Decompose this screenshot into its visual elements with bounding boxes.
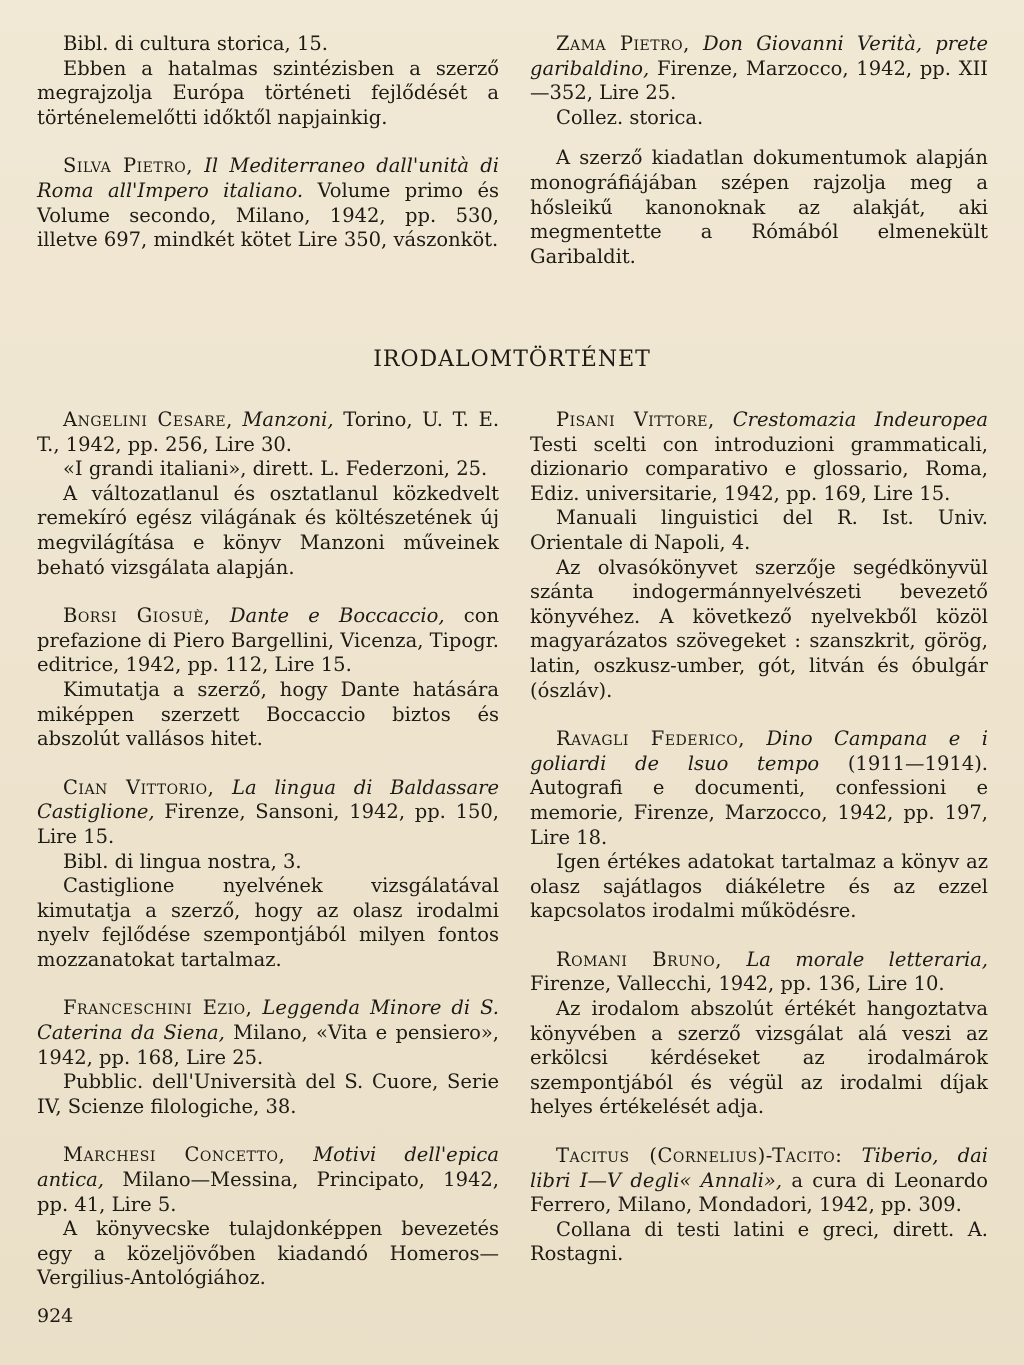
entry-author: Ravagli Federico, [556, 727, 745, 751]
entry-title: Il Mediterraneo dall'unità di Roma all'Impero italiano. [37, 154, 499, 202]
section-heading: IRODALOMTÖRTÉNET [373, 347, 651, 372]
entry-title: Manzoni, [242, 408, 334, 431]
entry-title: Motivi dell'epica antica, [37, 1143, 499, 1192]
top-right-column [530, 32, 988, 269]
bibliography-entry-angelini [37, 408, 499, 457]
entry-author: Cian Vittorio, [63, 775, 215, 799]
entry-description: Kimutatja a szerző, hogy Dante hatására miképpen szerzett Boccaccio biztos és abszolút vallásos hitet. [37, 677, 499, 751]
entry-author: Tacitus (Cornelius)-Tacito: [556, 1144, 843, 1168]
entry-author: Zama Pietro, [556, 32, 690, 55]
series-note: Pubblic. dell'Università del S. Cuore, Serie IV, Scienze filologiche, 38. [37, 1070, 499, 1118]
entry-description: A könyvecske tulajdonképpen bevezetés egy a közeljövőben kiadandó Homeros—Vergilius-Antológiához. [37, 1217, 499, 1290]
entry-author: Borsi Giosuè, [63, 604, 211, 628]
bibliography-entry-ravagli [530, 727, 988, 850]
entry-publication: Milano, «Vita e pensiero», 1942, pp. 168, Lire 25. [37, 1021, 499, 1069]
entry-description: Igen értékes adatokat tartalmaz a könyv az olasz sajátlagos diákéletre és az ezzel kapcsolatos irodalmi működésre. [530, 850, 988, 923]
entry-publication: Volume primo és Volume secondo, Milano, 1942, pp. 530, illetve 697, mindkét kötet Lire 350, vászonköt. [37, 178, 499, 252]
entry-description: Castiglione nyelvének vizsgálatával kimutatja a szerző, hogy az olasz irodalmi nyelv fejlődése szempontjából milyen fontos mozzanatokat tartalmaz. [37, 874, 499, 971]
entry-publication: Firenze, Vallecchi, 1942, pp. 136, Lire 10. [530, 972, 945, 996]
entry-publication: Torino, U. T. E. T., 1942, pp. 256, Lire 30. [37, 408, 500, 456]
entry-description: A változatlanul és osztatlanul közkedvelt remekíró egész világának és költészetének új megvilágítása e könyv Manzoni műveinek beható vizsgálata alapján. [37, 481, 499, 579]
bibliography-entry-tacitus [530, 1144, 988, 1218]
series-note: Collez. storica. [556, 105, 704, 129]
entry-title: La morale letteraria, [746, 947, 989, 971]
entry-publication: Testi scelti con introduzioni grammaticali, dizionario comparativo e glossario, Roma, Ediz. universitarie, 1942, pp. 169, Lire 15. [530, 432, 988, 505]
entry-publication: Firenze, Sansoni, 1942, pp. 150, Lire 15. [37, 800, 499, 848]
entry-description: Ebben a hatalmas szintézisben a szerző megrajzolja Európa történeti fejlődését a történelemelőtti időktől napjainkig. [37, 56, 499, 129]
entry-author: Romani Bruno, [556, 947, 722, 971]
entry-publication: Firenze, Marzocco, 1942, pp. XII—352, Lire 25. [530, 56, 988, 105]
series-note: «I grandi italiani», dirett. L. Federzoni, 25. [63, 457, 488, 481]
entry-title: Leggenda Minore di S. Caterina da Siena, [37, 996, 499, 1045]
bibliography-entry-pisani [530, 408, 988, 506]
series-note: Bibl. di cultura storica, 15. [63, 32, 328, 55]
bottom-left-column [37, 408, 499, 1291]
series-note: Manuali linguistici del R. Ist. Univ. Orientale di Napoli, 4. [530, 506, 988, 554]
entry-author: Marchesi Concetto, [63, 1143, 286, 1167]
entry-description: A szerző kiadatlan dokumentumok alapján monográfiájában szépen rajzolja meg a hősleikű kanonoknak az alakját, aki megmentette a Rómából elmenekült Garibaldit. [530, 146, 988, 268]
bibliography-entry-zama [530, 32, 988, 106]
entry-title: Don Giovanni Verità, prete garibaldino, [530, 32, 989, 80]
bibliography-entry-borsi [37, 604, 499, 678]
entry-title: La lingua di Baldassare Castiglione, [37, 775, 499, 824]
entry-title: Crestomazia Indeuropea [732, 408, 988, 431]
entry-publication: con prefazione di Piero Bargellini, Vicenza, Tipogr. editrice, 1942, pp. 112, Lire 15. [37, 604, 500, 677]
bibliography-entry-silva [37, 154, 499, 252]
bibliography-entry-franceschini [37, 996, 499, 1070]
entry-author: Angelini Cesare, [63, 408, 233, 431]
bibliography-entry-romani [530, 948, 988, 997]
entry-publication: (1911—1914). Autografi e documenti, confessioni e memorie, Firenze, Marzocco, 1942, pp. 197, Lire 18. [530, 751, 988, 849]
entry-title: Dino Campana e i goliardi de lsuo tempo [530, 727, 988, 775]
entry-publication: a cura di Leonardo Ferrero, Milano, Mondadori, 1942, pp. 309. [530, 1168, 988, 1217]
entry-title: Dante e Boccaccio, [229, 604, 445, 628]
entry-publication: Milano—Messina, Principato, 1942, pp. 41, Lire 5. [37, 1168, 499, 1216]
series-note: Bibl. di lingua nostra, 3. [63, 849, 302, 873]
entry-author: Franceschini Ezio, [63, 996, 253, 1020]
top-left-column [37, 32, 499, 253]
series-note: Collana di testi latini e greci, dirett. A. Rostagni. [530, 1217, 988, 1266]
entry-description: Az irodalom abszolút értékét hangoztatva könyvében a szerző vizsgálat alá veszi az erkölcsi kérdéseket az irodalmárok szempontjából és végül az irodalmi díjak helyes értékelését adja. [530, 997, 988, 1119]
entry-author: Pisani Vittore, [556, 408, 715, 431]
entry-description: Az olvasókönyvet szerzője segédkönyvül szánta indogermánnyelvészeti bevezető könyvéhez. A következő nyelvekből közöl magyarázatos szövegeket : szanszkrit, görög, latin, oszkusz-umber, gót, litván és óbulgár (ószláv). [530, 555, 988, 702]
bibliography-entry-marchesi [37, 1143, 499, 1217]
bibliography-entry-cian [37, 776, 499, 850]
entry-author: Silva Pietro, [63, 154, 193, 178]
entry-title: Tiberio, dai libri I—V degli« Annali», [530, 1144, 989, 1192]
page-number: 924 [37, 1305, 74, 1327]
bottom-right-column [530, 408, 988, 1267]
